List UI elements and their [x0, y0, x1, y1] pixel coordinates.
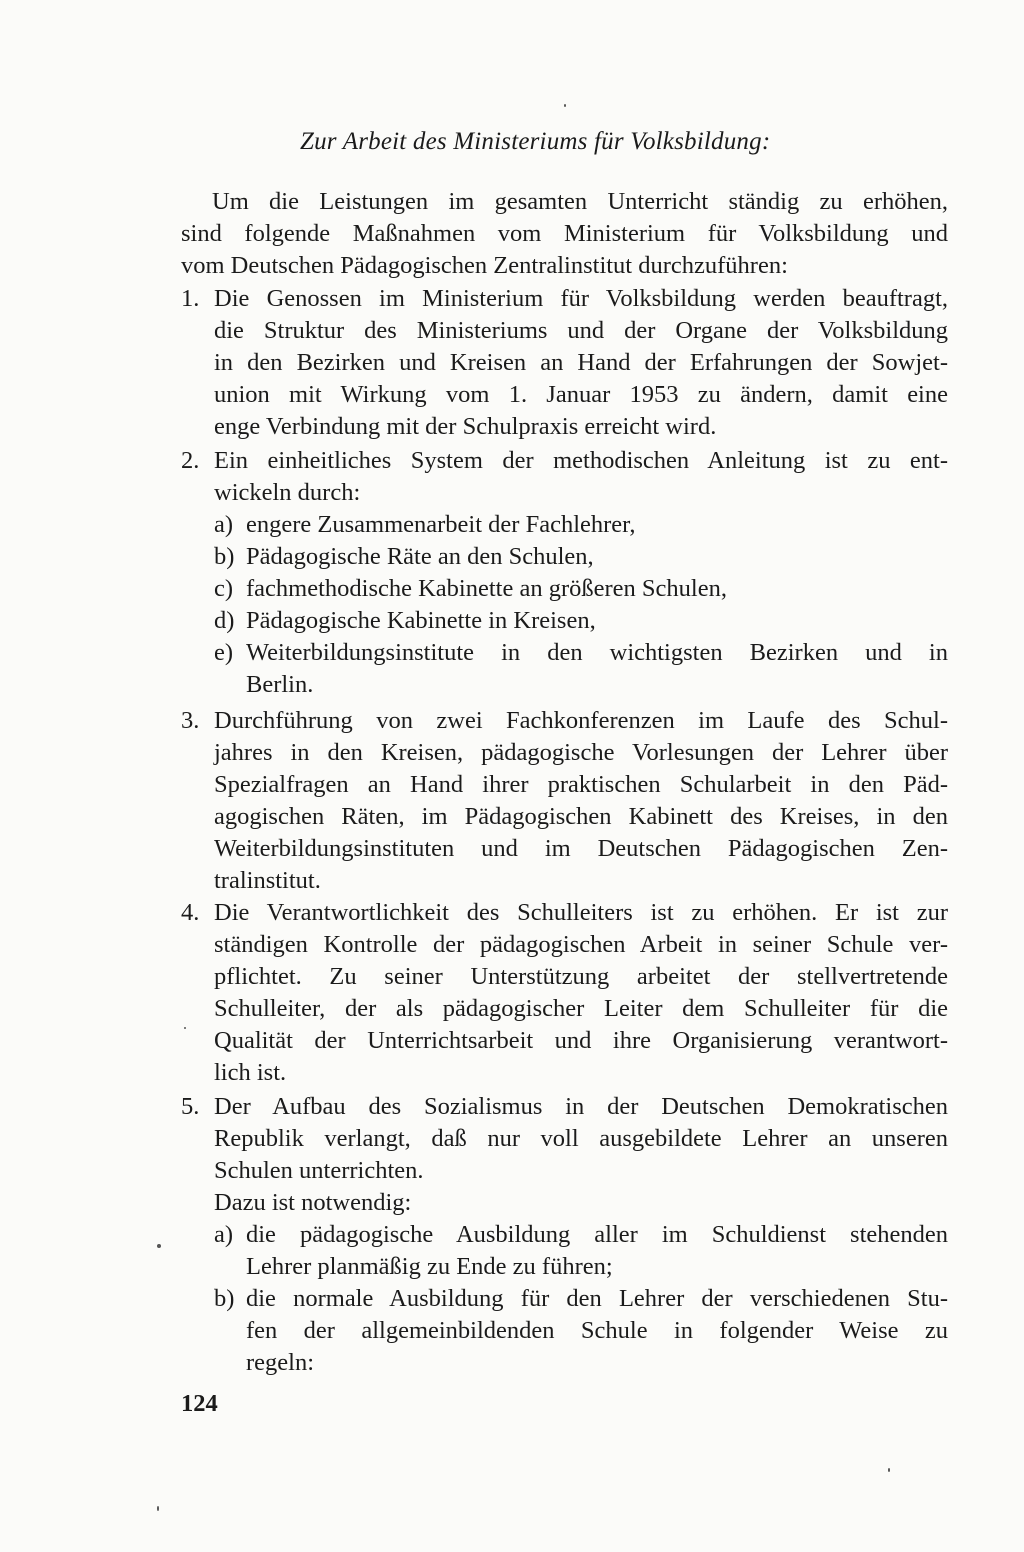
item-3-line: agogischen Räten, im Pädagogischen Kabinett des Kreises, in den: [214, 803, 948, 830]
scan-speck: [157, 1506, 159, 1511]
item-5-sub-b-text: regeln:: [246, 1349, 315, 1376]
item-2-sub-b-label: b): [214, 543, 235, 570]
item-2-sub-a-label: a): [214, 511, 234, 538]
item-4-number: 4.: [181, 899, 200, 926]
item-5-sub-b-label: b): [214, 1285, 235, 1312]
item-1-line: die Struktur des Ministeriums und der Organe der Volksbildung: [214, 317, 948, 344]
scan-speck: [157, 1244, 161, 1248]
item-5-line: Schulen unterrichten.: [214, 1157, 424, 1184]
item-1-number: 1.: [181, 285, 200, 312]
intro-line-2: sind folgende Maßnahmen vom Ministerium für Volksbildung und: [181, 220, 948, 247]
item-2-sub-e-text: Berlin.: [246, 671, 314, 698]
page-number: 124: [181, 1390, 218, 1417]
item-5-note: Dazu ist notwendig:: [214, 1189, 412, 1216]
item-4-line: lich ist.: [214, 1059, 287, 1086]
item-2-sub-a-text: engere Zusammenarbeit der Fachlehrer,: [246, 511, 636, 538]
item-2-line: wickeln durch:: [214, 479, 361, 506]
item-5-sub-a-text: die pädagogische Ausbildung aller im Schuldienst stehenden: [246, 1221, 948, 1248]
item-1-line: union mit Wirkung vom 1. Januar 1953 zu ändern, damit eine: [214, 381, 948, 408]
scan-speck: [184, 1027, 186, 1029]
item-5-sub-b-text: die normale Ausbildung für den Lehrer der verschiedenen Stu-: [246, 1285, 948, 1312]
item-2-line: Ein einheitliches System der methodischen Anleitung ist zu ent-: [214, 447, 948, 474]
item-5-line: Der Aufbau des Sozialismus in der Deutschen Demokratischen: [214, 1093, 948, 1120]
item-3-line: Spezialfragen an Hand ihrer praktischen Schularbeit in den Päd-: [214, 771, 948, 798]
item-4-line: Die Verantwortlichkeit des Schulleiters ist zu erhöhen. Er ist zur: [214, 899, 948, 926]
item-3-line: tralinstitut.: [214, 867, 321, 894]
intro-line-3: vom Deutschen Pädagogischen Zentralinstitut durchzuführen:: [181, 252, 788, 279]
item-2-sub-e-label: e): [214, 639, 234, 666]
item-3-number: 3.: [181, 707, 200, 734]
scan-speck: [888, 1468, 890, 1472]
item-5-sub-a-label: a): [214, 1221, 234, 1248]
item-1-line: Die Genossen im Ministerium für Volksbildung werden beauftragt,: [214, 285, 948, 312]
item-4-line: Schulleiter, der als pädagogischer Leiter dem Schulleiter für die: [214, 995, 948, 1022]
scan-speck: [564, 104, 566, 107]
item-1-line: enge Verbindung mit der Schulpraxis erreicht wird.: [214, 413, 717, 440]
item-2-sub-c-label: c): [214, 575, 234, 602]
item-4-line: pflichtet. Zu seiner Unterstützung arbeitet der stellvertretende: [214, 963, 948, 990]
item-2-sub-e-text: Weiterbildungsinstitute in den wichtigsten Bezirken und in: [246, 639, 948, 666]
item-3-line: Weiterbildungsinstituten und im Deutschen Pädagogischen Zen-: [214, 835, 948, 862]
item-1-line: in den Bezirken und Kreisen an Hand der Erfahrungen der Sowjet-: [214, 349, 948, 376]
item-3-line: jahres in den Kreisen, pädagogische Vorlesungen der Lehrer über: [214, 739, 948, 766]
item-5-sub-b-text: fen der allgemeinbildenden Schule in folgender Weise zu: [246, 1317, 948, 1344]
item-5-sub-a-text: Lehrer planmäßig zu Ende zu führen;: [246, 1253, 613, 1280]
item-2-sub-c-text: fachmethodische Kabinette an größeren Schulen,: [246, 575, 727, 602]
section-heading: Zur Arbeit des Ministeriums für Volksbildung:: [300, 128, 771, 155]
item-2-number: 2.: [181, 447, 200, 474]
item-2-sub-d-label: d): [214, 607, 235, 634]
item-3-line: Durchführung von zwei Fachkonferenzen im Laufe des Schul-: [214, 707, 948, 734]
item-2-sub-b-text: Pädagogische Räte an den Schulen,: [246, 543, 594, 570]
item-4-line: ständigen Kontrolle der pädagogischen Arbeit in seiner Schule ver-: [214, 931, 948, 958]
item-4-line: Qualität der Unterrichtsarbeit und ihre Organisierung verantwort-: [214, 1027, 948, 1054]
item-5-line: Republik verlangt, daß nur voll ausgebildete Lehrer an unseren: [214, 1125, 948, 1152]
item-5-number: 5.: [181, 1093, 200, 1120]
item-2-sub-d-text: Pädagogische Kabinette in Kreisen,: [246, 607, 596, 634]
intro-line-1: Um die Leistungen im gesamten Unterricht ständig zu erhöhen,: [212, 188, 948, 215]
